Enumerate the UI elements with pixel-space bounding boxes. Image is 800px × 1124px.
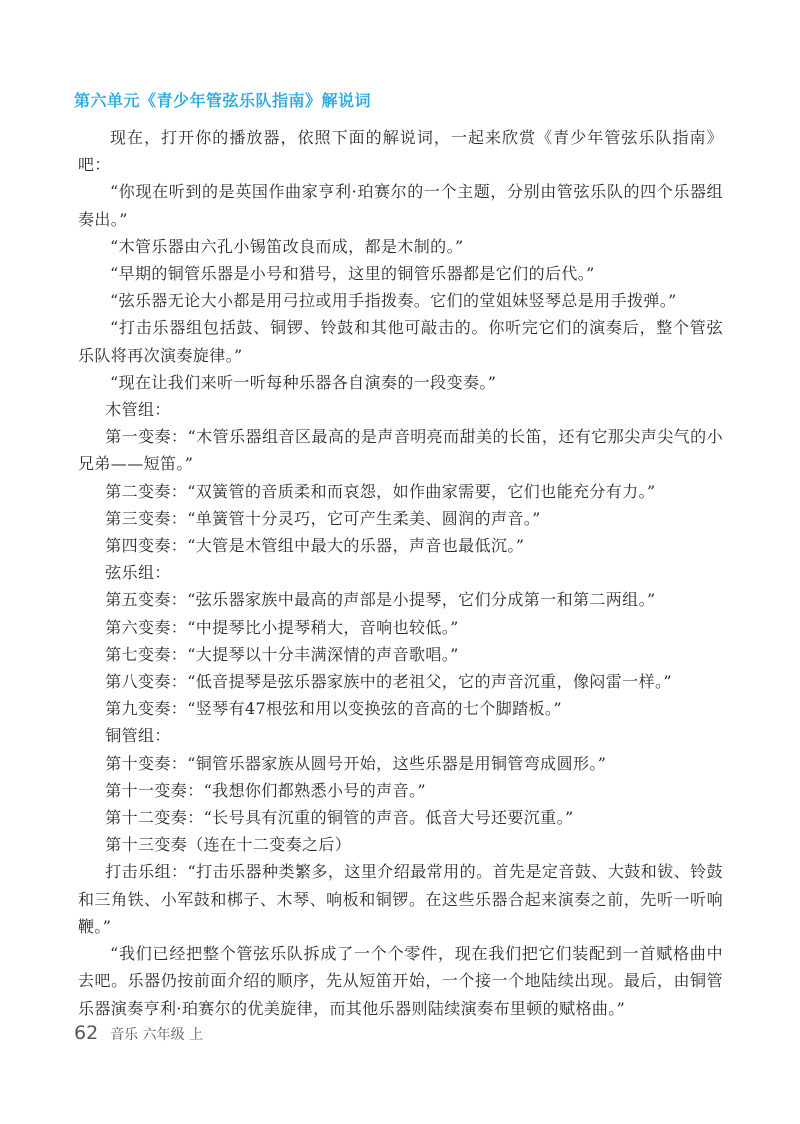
narration-paragraph: “弦乐器无论大小都是用弓拉或用手指拨奏。它们的堂姐妹竖琴总是用手拨弹。”	[110, 291, 677, 311]
variation-paragraph: 第二变奏：“双簧管的音质柔和而哀怨，如作曲家需要，它们也能充分有力。”	[105, 481, 656, 501]
page-number: 62	[74, 1022, 99, 1044]
variation-paragraph: 第九变奏：“竖琴有47根弦和用以变换弦的音高的七个脚踏板。”	[105, 699, 562, 719]
narration-paragraph: “打击乐器组包括鼓、铜锣、铃鼓和其他可敲击的。你听完它们的演奏后，整个管弦乐队将再次演奏旋律。”	[78, 318, 723, 365]
narration-paragraph: “早期的铜管乐器是小号和猎号，这里的铜管乐器都是它们的后代。”	[110, 264, 595, 284]
section-heading-brass: 铜管组：	[105, 726, 171, 746]
variation-paragraph: 第十变奏：“铜管乐器家族从圆号开始，这些乐器是用铜管弯成圆形。”	[105, 753, 607, 773]
variation-paragraph: 第十二变奏：“长号具有沉重的铜管的声音。低音大号还要沉重。”	[105, 808, 574, 828]
narration-body	[78, 124, 723, 1022]
variation-paragraph: 第五变奏：“弦乐器家族中最高的声部是小提琴，它们分成第一和第二两组。”	[105, 590, 656, 610]
book-title: 音乐 六年级 上	[110, 1027, 204, 1043]
intro-paragraph: 现在，打开你的播放器，依照下面的解说词，一起来欣赏《青少年管弦乐队指南》吧：	[78, 128, 723, 175]
narration-paragraph: “现在让我们来听一听每种乐器各自演奏的一段变奏。”	[110, 372, 497, 392]
variation-paragraph: 第三变奏：“单簧管十分灵巧，它可产生柔美、圆润的声音。”	[105, 508, 541, 528]
variation-paragraph: 第一变奏：“木管乐器组音区最高的是声音明亮而甜美的长笛，还有它那尖声尖气的小兄弟——短笛。”	[78, 427, 723, 474]
section-heading-strings: 弦乐组：	[105, 563, 171, 583]
variation-paragraph: 第七变奏：“大提琴以十分丰满深情的声音歌唱。”	[105, 644, 459, 664]
narration-paragraph: “木管乐器由六孔小锡笛改良而成，都是木制的。”	[110, 236, 464, 256]
variation-paragraph: 第四变奏：“大管是木管组中最大的乐器，声音也最低沉。”	[105, 536, 525, 556]
variation-paragraph: 第八变奏：“低音提琴是弦乐器家族中的老祖父，它的声音沉重，像闷雷一样。”	[105, 672, 672, 692]
closing-paragraph: “我们已经把整个管弦乐队拆成了一个个零件，现在我们把它们装配到一首赋格曲中去吧。乐器仍按前面介绍的顺序，先从短笛开始，一个接一个地陆续出现。最后，由铜管乐器演奏亨利·珀赛尔的优美旋律，而其他乐器则陆续演奏布里顿的赋格曲。”	[78, 944, 723, 1018]
narration-paragraph: “你现在听到的是英国作曲家亨利·珀赛尔的一个主题，分别由管弦乐队的四个乐器组奏出。”	[78, 182, 723, 229]
section-heading-woodwind: 木管组：	[105, 400, 171, 420]
variation-paragraph: 第六变奏：“中提琴比小提琴稍大，音响也较低。”	[105, 617, 459, 637]
page-footer	[74, 1022, 203, 1044]
percussion-paragraph: 打击乐组：“打击乐器种类繁多，这里介绍最常用的。首先是定音鼓、大鼓和钹、铃鼓和三角铁、小军鼓和梆子、木琴、响板和铜锣。在这些乐器合起来演奏之前，先听一听响鞭。”	[78, 862, 723, 936]
variation-paragraph: 第十一变奏：“我想你们都熟悉小号的声音。”	[105, 780, 426, 800]
variation-paragraph: 第十三变奏（连在十二变奏之后）	[105, 835, 352, 855]
unit-title: 第六单元《青少年管弦乐队指南》解说词	[74, 91, 372, 110]
